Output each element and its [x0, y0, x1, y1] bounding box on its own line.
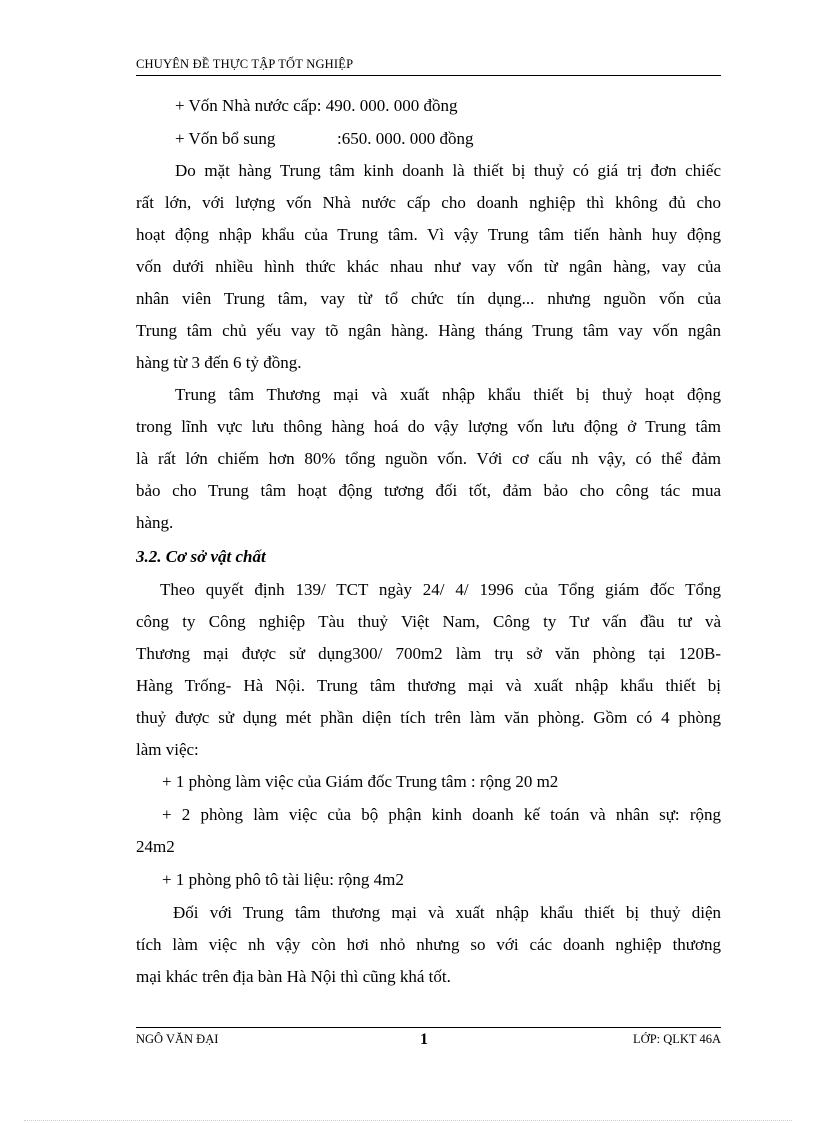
paragraph-line: hàng. — [136, 513, 174, 532]
footer-author: NGÔ VĂN ĐẠI — [136, 1032, 219, 1046]
paragraph-line: hoạt động nhập khẩu của Trung tâm. Vì vậy Trung tâm tiến hành huy động — [136, 225, 721, 244]
paragraph-line: nhân viên Trung tâm, vay từ tổ chức tín dụng... nhưng nguồn vốn của — [136, 289, 721, 308]
paragraph-line: mại khác trên địa bàn Hà Nội thì cũng khá tốt. — [136, 967, 451, 986]
paragraph-line: rất lớn, với lượng vốn Nhà nước cấp cho doanh nghiệp thì không đủ cho — [136, 193, 721, 212]
paragraph-line: Theo quyết định 139/ TCT ngày 24/ 4/ 1996 của Tổng giám đốc Tổng — [160, 580, 721, 599]
paragraph-line: Trung tâm chủ yếu vay tõ ngân hàng. Hàng tháng Trung tâm vay vốn ngân — [136, 321, 721, 340]
paragraph-line: trong lĩnh vực lưu thông hàng hoá do vậy lượng vốn lưu động ở Trung tâm — [136, 417, 721, 436]
section-heading: 3.2. Cơ sở vật chất — [136, 547, 266, 566]
paragraph-line: Hàng Trống- Hà Nội. Trung tâm thương mại và xuất nhập khẩu thiết bị — [136, 676, 721, 695]
paragraph-line: hàng từ 3 đến 6 tỷ đồng. — [136, 353, 302, 372]
paragraph-line: tích làm việc nh vậy còn hơi nhỏ nhưng so với các doanh nghiệp thương — [136, 935, 721, 954]
footer-rule — [136, 1027, 721, 1028]
room-item: 24m2 — [136, 837, 175, 856]
capital-state-line: + Vốn Nhà nước cấp: 490. 000. 000 đồng — [175, 96, 458, 115]
footer-class: LỚP: QLKT 46A — [633, 1032, 721, 1046]
paragraph-line: bảo cho Trung tâm hoạt động tương đối tốt, đảm bảo cho công tác mua — [136, 481, 721, 500]
paragraph-line: vốn dưới nhiều hình thức khác nhau như vay vốn từ ngân hàng, vay của — [136, 257, 721, 276]
paragraph-line: làm việc: — [136, 740, 199, 759]
capital-extra-label: + Vốn bổ sung — [175, 129, 276, 148]
page-number: 1 — [420, 1031, 428, 1048]
paragraph-line: Do mặt hàng Trung tâm kinh doanh là thiết bị thuỷ có giá trị đơn chiếc — [175, 161, 721, 180]
paragraph-line: là rất lớn chiếm hơn 80% tổng nguồn vốn. Với cơ cấu nh vậy, có thể đảm — [136, 449, 721, 468]
page-header: CHUYÊN ĐỀ THỰC TẬP TỐT NGHIỆP — [136, 57, 721, 76]
paragraph-line: thuỷ được sử dụng mét phần diện tích trên làm văn phòng. Gồm có 4 phòng — [136, 708, 721, 727]
room-item: + 1 phòng phô tô tài liệu: rộng 4m2 — [162, 870, 404, 889]
paragraph-line: Thương mại được sử dụng300/ 700m2 làm trụ sở văn phòng tại 120B- — [136, 644, 721, 663]
room-item: + 1 phòng làm việc của Giám đốc Trung tâm : rộng 20 m2 — [162, 772, 559, 791]
paragraph-line: Trung tâm Thương mại và xuất nhập khẩu thiết bị thuỷ hoạt động — [175, 385, 721, 404]
capital-extra-value: :650. 000. 000 đồng — [337, 129, 474, 148]
paragraph-line: Đối với Trung tâm thương mại và xuất nhập khẩu thiết bị thuỷ diện — [173, 903, 721, 922]
page-edge-dotted-line — [24, 1120, 792, 1121]
paragraph-line: công ty Công nghiệp Tàu thuỷ Việt Nam, Công ty Tư vấn đầu tư và — [136, 612, 721, 631]
room-item: + 2 phòng làm việc của bộ phận kinh doanh kế toán và nhân sự: rộng — [162, 805, 721, 824]
